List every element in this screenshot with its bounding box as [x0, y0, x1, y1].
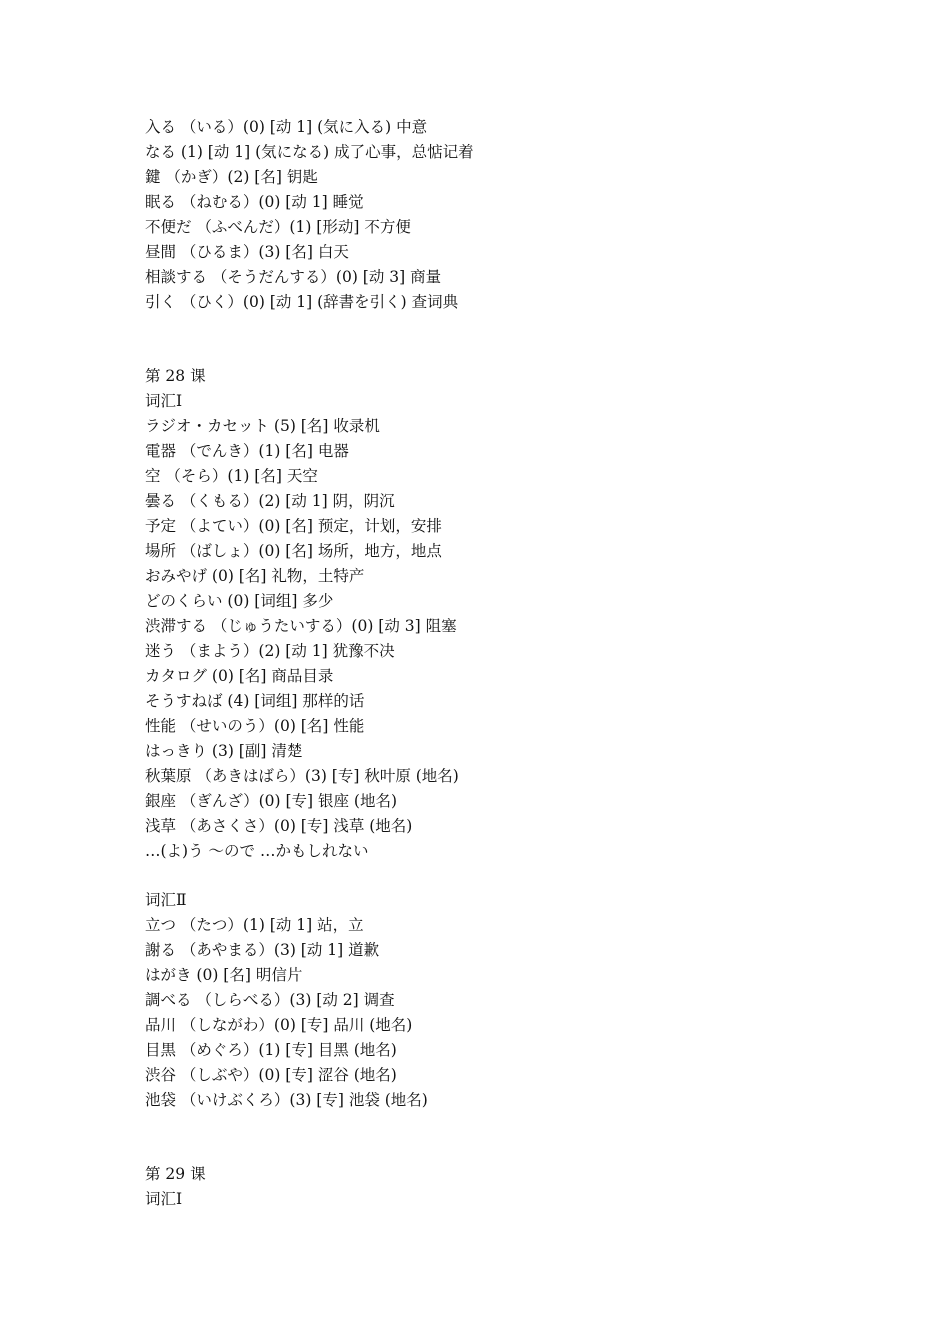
spacer: [145, 864, 845, 888]
vocab-entry: 迷う （まよう）(2) [动 1] 犹豫不决: [145, 642, 395, 660]
spacer: [145, 315, 845, 364]
vocab-entry: 鍵 （かぎ）(2) [名] 钥匙: [145, 168, 318, 186]
document-page: [145, 115, 845, 1212]
vocab-list-continued: [145, 115, 845, 315]
vocab-entry: そうすねば (4) [词组] 那样的话: [145, 692, 365, 710]
vocab-entry: 曇る （くもる）(2) [动 1] 阴，阴沉: [145, 492, 395, 510]
vocab-entry: 銀座 （ぎんざ）(0) [专] 银座 (地名): [145, 792, 398, 810]
vocab-entry: 昼間 （ひるま）(3) [名] 白天: [145, 243, 349, 261]
vocab-entry: はっきり (3) [副] 清楚: [145, 742, 303, 760]
vocab-entry: 場所 （ばしょ）(0) [名] 场所，地方，地点: [145, 542, 442, 560]
vocab-entry: 入る （いる）(0) [动 1] (気に入る) 中意: [145, 118, 428, 136]
vocab-entry: 調べる （しらべる）(3) [动 2] 调查: [145, 991, 395, 1009]
grammar-patterns: …(よ)う ～ので …かもしれない: [145, 842, 369, 860]
vocab-entry: 渋滞する （じゅうたいする）(0) [动 3] 阻塞: [145, 617, 457, 635]
vocab-entry: 引く （ひく）(0) [动 1] (辞書を引く) 查词典: [145, 293, 459, 311]
lesson-29-section: [145, 1162, 845, 1212]
vocab-heading: 词汇Ⅰ: [145, 392, 183, 410]
vocab-entry: どのくらい (0) [词组] 多少: [145, 592, 334, 610]
vocab-entry: 品川 （しながわ）(0) [专] 品川 (地名): [145, 1016, 413, 1034]
vocab-entry: 池袋 （いけぶくろ）(3) [专] 池袋 (地名): [145, 1091, 428, 1109]
vocab-entry: 空 （そら）(1) [名] 天空: [145, 467, 318, 485]
vocab-entry: 渋谷 （しぶや）(0) [专] 涩谷 (地名): [145, 1066, 397, 1084]
vocab-entry: カタログ (0) [名] 商品目录: [145, 667, 334, 685]
vocab-entry: 浅草 （あさくさ）(0) [专] 浅草 (地名): [145, 817, 413, 835]
vocab-entry: 性能 （せいのう）(0) [名] 性能: [145, 717, 365, 735]
vocab-entry: 電器 （でんき）(1) [名] 电器: [145, 442, 349, 460]
lesson-title: 第 28 课: [145, 367, 206, 385]
vocab-heading: 词汇Ⅱ: [145, 891, 187, 909]
vocab-entry: 相談する （そうだんする）(0) [动 3] 商量: [145, 268, 442, 286]
vocab-heading: 词汇Ⅰ: [145, 1190, 183, 1208]
vocab-entry: 眠る （ねむる）(0) [动 1] 睡觉: [145, 193, 364, 211]
vocab-entry: なる (1) [动 1] (気になる) 成了心事，总惦记着: [145, 143, 474, 161]
vocab-entry: 不便だ （ふべんだ）(1) [形动] 不方便: [145, 218, 411, 236]
lesson-title: 第 29 课: [145, 1165, 206, 1183]
vocab-entry: おみやげ (0) [名] 礼物，土特产: [145, 567, 365, 585]
vocab-entry: 予定 （よてい）(0) [名] 预定，计划，安排: [145, 517, 442, 535]
vocab-entry: ラジオ・カセット (5) [名] 收录机: [145, 417, 380, 435]
vocab-entry: 謝る （あやまる）(3) [动 1] 道歉: [145, 941, 380, 959]
vocab-entry: 立つ （たつ）(1) [动 1] 站，立: [145, 916, 364, 934]
spacer: [145, 1113, 845, 1162]
vocab-entry: はがき (0) [名] 明信片: [145, 966, 303, 984]
lesson-28-section: [145, 364, 845, 1113]
vocab-entry: 目黒 （めぐろ）(1) [专] 目黑 (地名): [145, 1041, 397, 1059]
vocab-entry: 秋葉原 （あきはばら）(3) [专] 秋叶原 (地名): [145, 767, 459, 785]
